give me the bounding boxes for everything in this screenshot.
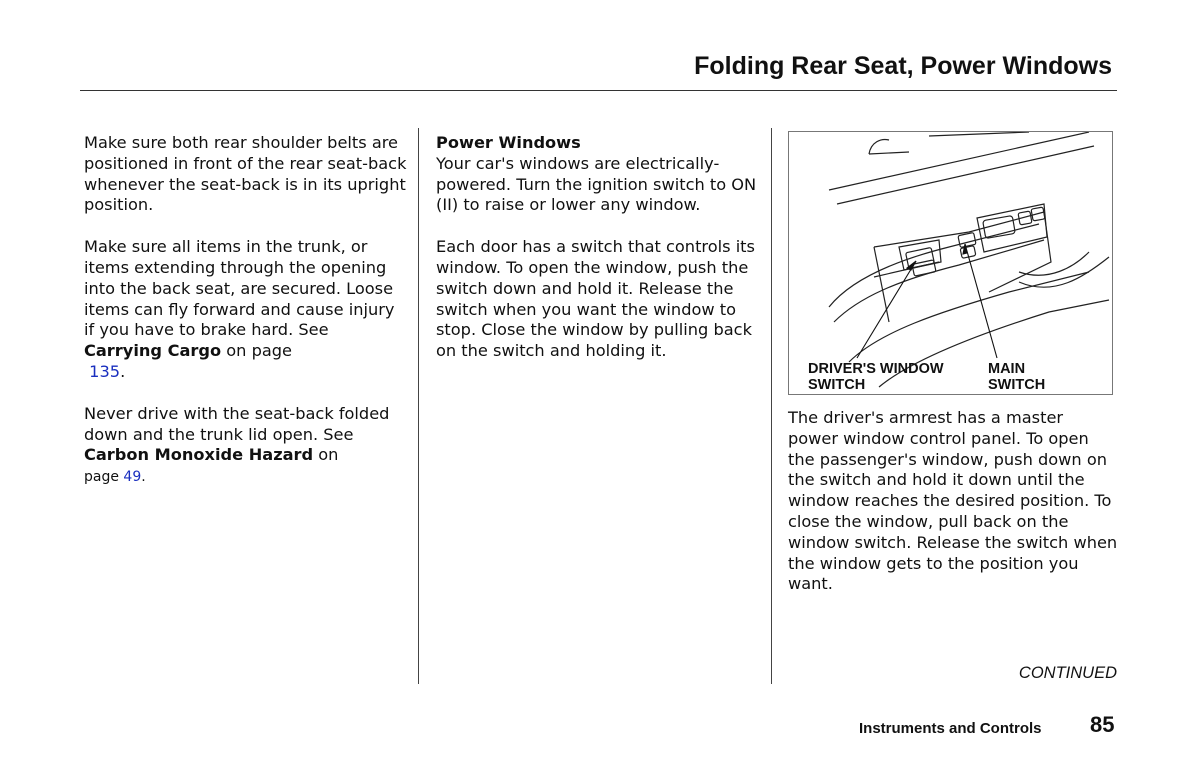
column-left	[84, 133, 408, 488]
trunk-items-paragraph	[84, 237, 408, 383]
main-switch-callout	[988, 361, 1045, 393]
carrying-cargo-reference: Carrying Cargo	[84, 341, 222, 361]
page-word: page	[84, 469, 124, 486]
callout-driver-line1: DRIVER'S WINDOW	[808, 361, 944, 377]
door-switch-paragraph: Each door has a switch that controls its window. To open the window, push the switch down and hold it. Release the switch when you want the window to stop. Close the window by pulling back on the switch and holding it.	[436, 237, 755, 361]
callout-main-line2: SWITCH	[988, 377, 1046, 393]
callout-main-line1: MAIN	[988, 361, 1026, 377]
page-49-link[interactable]: 49	[123, 469, 142, 486]
page-title: Folding Rear Seat, Power Windows	[694, 52, 1112, 80]
column-right	[788, 408, 1118, 595]
rear-belts-paragraph: Make sure both rear shoulder belts are positioned in front of the rear seat-back whenever the seat-back is in its upright position.	[84, 133, 407, 215]
power-windows-heading: Power Windows	[436, 133, 581, 152]
seat-back-warning-paragraph	[84, 404, 408, 488]
column-divider-right	[771, 128, 772, 684]
callout-driver-line2: SWITCH	[808, 377, 866, 393]
armrest-drawing	[789, 132, 1112, 394]
on-text: on	[313, 445, 339, 465]
master-control-paragraph: The driver's armrest has a master power window control panel. To open the passenger's window, push down on the switch and hold it down until the window reaches the desired position. To close the window, pull back on the window switch. Release the switch when the window gets to the position you want.	[788, 408, 1118, 594]
armrest-switch-illustration	[788, 131, 1113, 395]
footer-section-title: Instruments and Controls	[859, 720, 1042, 737]
drivers-window-switch-callout	[808, 361, 944, 393]
column-divider-left	[418, 128, 419, 684]
period: .	[141, 469, 146, 486]
trunk-items-text: Make sure all items in the trunk, or items extending through the opening into the back seat, are secured. Loose items can fly forward and cause injury if you have to brake hard. See	[84, 237, 395, 340]
page-number: 85	[1090, 712, 1115, 737]
period: .	[120, 361, 126, 381]
carbon-monoxide-reference: Carbon Monoxide Hazard	[84, 445, 314, 465]
continued-label: CONTINUED	[1018, 664, 1117, 682]
column-middle	[436, 133, 766, 362]
seat-back-warning-text: Never drive with the seat-back folded down and the trunk lid open. See	[84, 403, 390, 444]
page-135-link[interactable]: 135	[89, 361, 121, 381]
on-page-text: on page	[221, 341, 293, 361]
electric-windows-paragraph: Your car's windows are electrically-powered. Turn the ignition switch to ON (II) to raise or lower any window.	[436, 153, 757, 215]
header-rule	[80, 90, 1117, 91]
